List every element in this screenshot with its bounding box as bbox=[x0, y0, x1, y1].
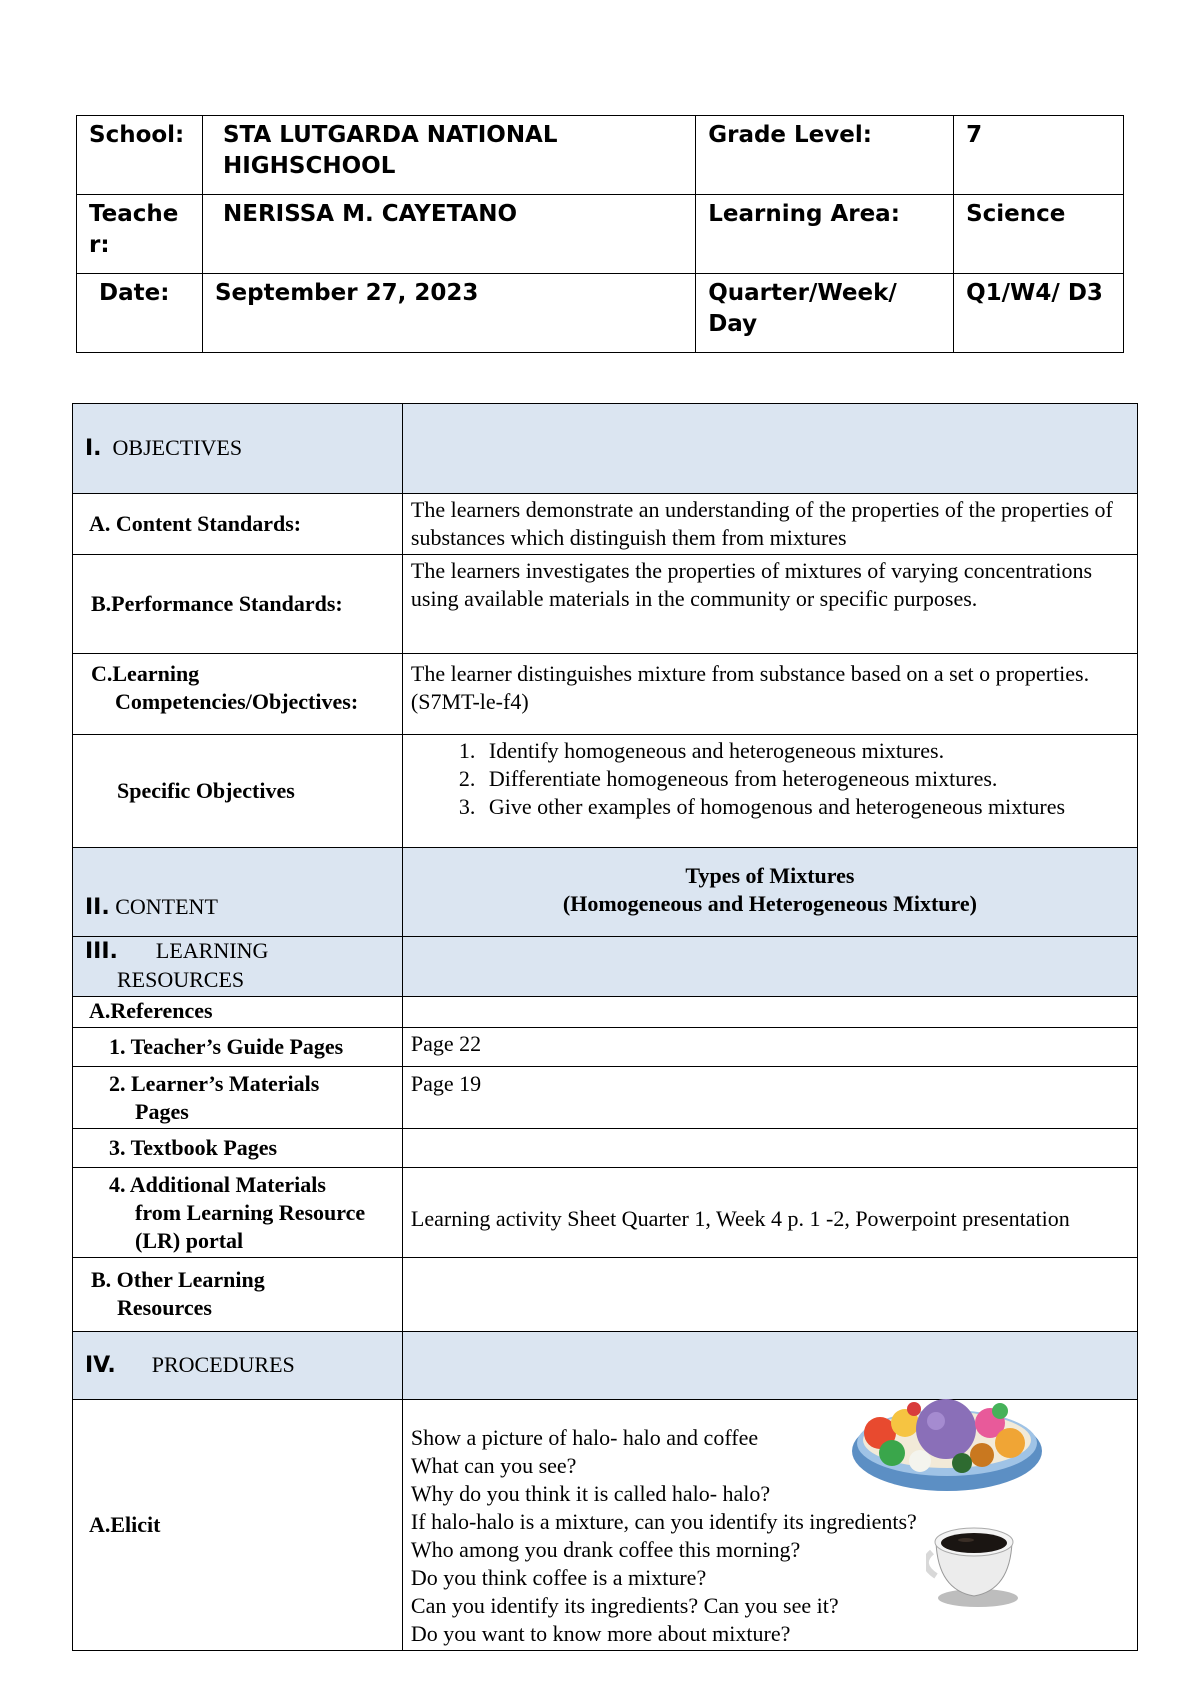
grade-level-label: Grade Level: bbox=[696, 116, 954, 195]
other-resources-row bbox=[73, 1258, 1138, 1332]
other-resources-empty-cell bbox=[402, 1258, 1137, 1332]
content-standards-label: A. Content Standards: bbox=[73, 494, 403, 555]
performance-standards-text: The learners investigates the properties of mixtures of varying concentrations using available materials in the community or specific purposes. bbox=[402, 555, 1137, 654]
textbook-pages-row bbox=[73, 1129, 1138, 1168]
date-label: Date: bbox=[77, 274, 203, 353]
objectives-empty-cell bbox=[402, 404, 1137, 494]
specific-objectives-row bbox=[73, 735, 1138, 848]
learning-resources-empty-cell bbox=[402, 937, 1137, 997]
elicit-line: Can you identify its ingredients? Can you see it? bbox=[410, 1593, 839, 1618]
teachers-guide-label: 1. Teacher’s Guide Pages bbox=[73, 1028, 403, 1067]
elicit-line: If halo-halo is a mixture, can you identify its ingredients? bbox=[410, 1509, 917, 1534]
date-value: September 27, 2023 bbox=[202, 274, 695, 353]
lesson-header-table bbox=[76, 115, 1124, 353]
content-heading: II. CONTENT bbox=[73, 848, 403, 937]
specific-objectives-label: Specific Objectives bbox=[73, 735, 403, 848]
school-value: STA LUTGARDA NATIONAL HIGHSCHOOL bbox=[202, 116, 695, 195]
learning-area-label: Learning Area: bbox=[696, 195, 954, 274]
objectives-heading: I. OBJECTIVES bbox=[73, 404, 403, 494]
references-empty-cell bbox=[402, 997, 1137, 1028]
elicit-line: Do you want to know more about mixture? bbox=[410, 1621, 791, 1646]
topic-title: Types of Mixtures bbox=[685, 863, 855, 888]
additional-materials-row bbox=[73, 1168, 1138, 1258]
coffee-cup-picture bbox=[926, 1520, 1026, 1608]
content-section-row bbox=[73, 848, 1138, 937]
additional-materials-value: Learning activity Sheet Quarter 1, Week 4 p. 1 -2, Powerpoint presentation bbox=[402, 1168, 1137, 1258]
elicit-line: Who among you drank coffee this morning? bbox=[410, 1537, 801, 1562]
learners-materials-value: Page 19 bbox=[402, 1067, 1137, 1129]
learners-materials-label: 2. Learner’s Materials Pages bbox=[73, 1067, 403, 1129]
elicit-line: Do you think coffee is a mixture? bbox=[410, 1565, 707, 1590]
procedures-empty-cell bbox=[402, 1332, 1137, 1400]
elicit-label: A.Elicit bbox=[73, 1400, 403, 1651]
textbook-pages-label: 3. Textbook Pages bbox=[73, 1129, 403, 1168]
references-row bbox=[73, 997, 1138, 1028]
specific-objectives-cell bbox=[402, 735, 1137, 848]
teachers-guide-row bbox=[73, 1028, 1138, 1067]
additional-materials-label: 4. Additional Materials from Learning Resource (LR) portal bbox=[73, 1168, 403, 1258]
objective-item: 2. Differentiate homogeneous from heterogeneous mixtures. bbox=[481, 765, 1129, 793]
quarter-week-day-value: Q1/W4/ D3 bbox=[954, 274, 1124, 353]
competencies-label: C.Learning Competencies/Objectives: bbox=[73, 654, 403, 735]
learning-area-value: Science bbox=[954, 195, 1124, 274]
procedures-section-row bbox=[73, 1332, 1138, 1400]
teachers-guide-value: Page 22 bbox=[402, 1028, 1137, 1067]
elicit-line: Show a picture of halo- halo and coffee bbox=[410, 1425, 759, 1450]
content-topic bbox=[402, 848, 1137, 937]
elicit-line: Why do you think it is called halo- halo? bbox=[410, 1481, 771, 1506]
competencies-row bbox=[73, 654, 1138, 735]
elicit-line: What can you see? bbox=[410, 1453, 577, 1478]
textbook-pages-value bbox=[402, 1129, 1137, 1168]
content-standards-row bbox=[73, 494, 1138, 555]
topic-subtitle: (Homogeneous and Heterogeneous Mixture) bbox=[562, 891, 977, 916]
teacher-label: Teacher: bbox=[77, 195, 203, 274]
grade-level-value: 7 bbox=[954, 116, 1124, 195]
learning-resources-section-row bbox=[73, 937, 1138, 997]
content-standards-text: The learners demonstrate an understanding of the properties of the properties of substances which distinguish them from mixtures bbox=[402, 494, 1137, 555]
school-label: School: bbox=[77, 116, 203, 195]
teacher-value: NERISSA M. CAYETANO bbox=[202, 195, 695, 274]
objective-item: 3. Give other examples of homogenous and heterogeneous mixtures bbox=[481, 793, 1129, 821]
procedures-heading: IV. PROCEDURES bbox=[73, 1332, 403, 1400]
competencies-text: The learner distinguishes mixture from substance based on a set o properties. (S7MT-le-f4) bbox=[402, 654, 1137, 735]
learners-materials-row bbox=[73, 1067, 1138, 1129]
performance-standards-label: B.Performance Standards: bbox=[73, 555, 403, 654]
references-label: A.References bbox=[73, 997, 403, 1028]
other-resources-label: B. Other Learning Resources bbox=[73, 1258, 403, 1332]
halo-halo-picture bbox=[850, 1393, 1045, 1498]
performance-standards-row bbox=[73, 555, 1138, 654]
objectives-section-row bbox=[73, 404, 1138, 494]
quarter-week-day-label: Quarter/Week/ Day bbox=[696, 274, 954, 353]
objective-item: 1. Identify homogeneous and heterogeneous mixtures. bbox=[481, 737, 1129, 765]
learning-resources-heading: III. LEARNING RESOURCES bbox=[73, 937, 403, 997]
specific-objectives-list bbox=[411, 737, 1129, 821]
